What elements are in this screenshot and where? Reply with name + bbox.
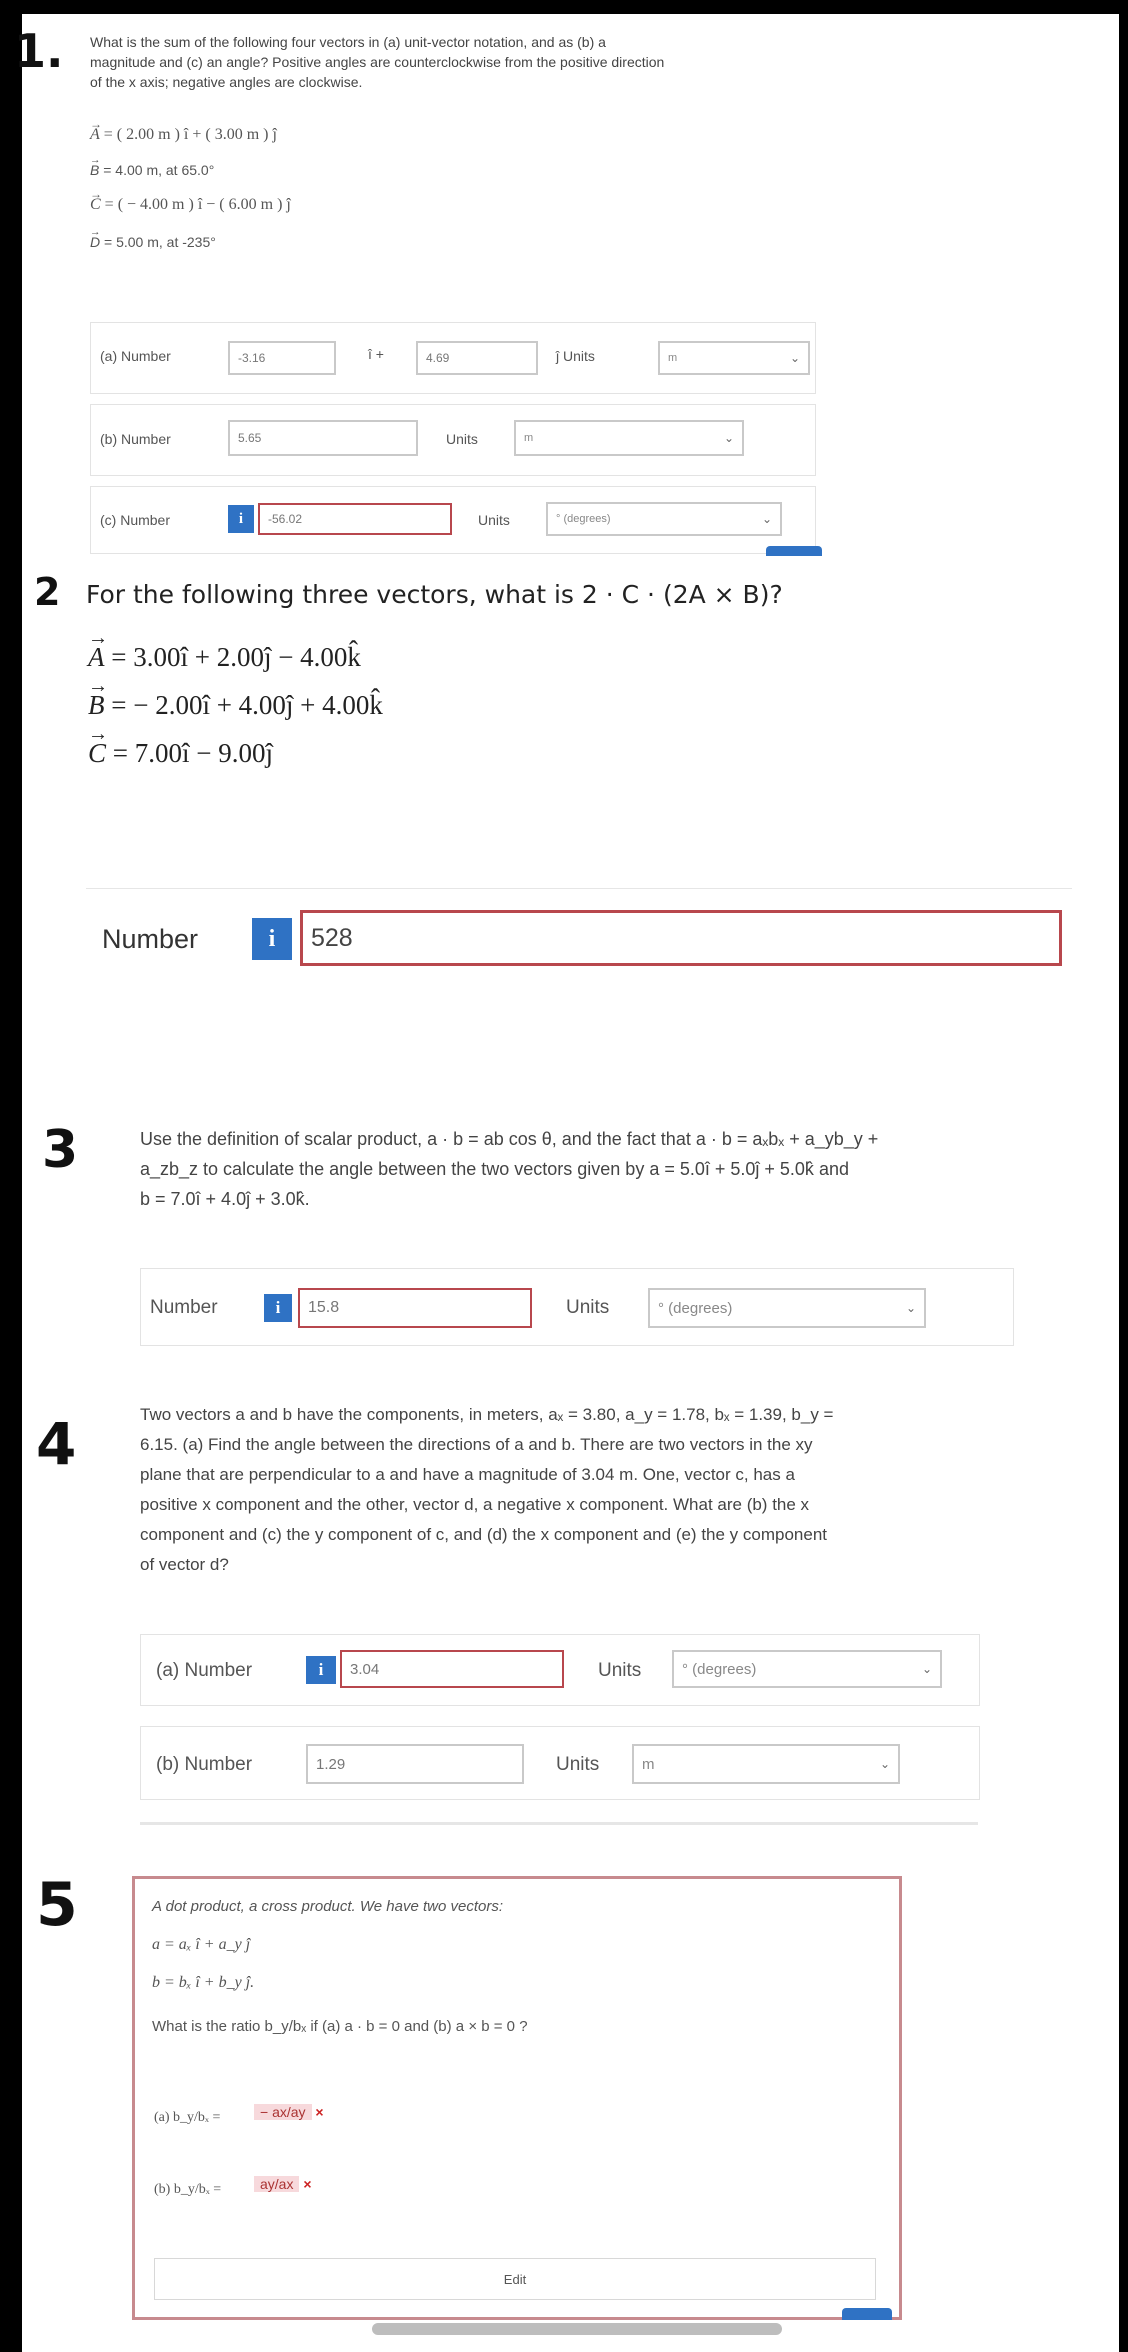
question-1-prompt-line: of the x axis; negative angles are clockwise.: [90, 74, 363, 90]
q5-intro: A dot product, a cross product. We have two vectors:: [152, 1898, 503, 1915]
q5-part-b-value[interactable]: ay/ax: [254, 2176, 299, 2192]
q1-part-c-label: (c) Number: [100, 512, 171, 528]
question-4-number: 4: [36, 1410, 77, 1478]
chevron-down-icon: ⌄: [921, 1662, 932, 1676]
question-3-prompt-line: Use the definition of scalar product, a · b = ab cos θ, and the fact that a · b = aₓbₓ + a_yb_y +: [140, 1129, 879, 1149]
q5-part-a-answer: [254, 2104, 324, 2120]
chevron-down-icon: ⌄: [905, 1301, 916, 1315]
q1-a-units-value: m: [668, 352, 678, 364]
q1-a-units-select[interactable]: [658, 341, 810, 375]
question-4-prompt-line: Two vectors a and b have the components, in meters, aₓ = 3.80, a_y = 1.78, bₓ = 1.39, b_y =: [140, 1405, 834, 1424]
q4-b-units-value: m: [642, 1755, 655, 1773]
question-4-prompt-line: 6.15. (a) Find the angle between the directions of a and b. There are two vectors in the xy: [140, 1435, 813, 1454]
q5-part-b-answer: [254, 2176, 312, 2192]
question-5-number: 5: [36, 1870, 78, 1940]
q2-vector-b-value: = − 2.00î + 4.00ĵ + 4.00k̂: [111, 690, 383, 720]
vector-b-value: = 4.00 m, at 65.0°: [103, 162, 215, 178]
question-4-prompt-line: positive x component and the other, vector d, a negative x component. What are (b) the x: [140, 1495, 810, 1514]
chevron-down-icon: ⌄: [723, 431, 734, 445]
q1-part-a-label: (a) Number: [100, 348, 171, 364]
info-icon[interactable]: i: [306, 1656, 336, 1684]
vector-a-definition: → A = ( 2.00 m ) î + ( 3.00 m ) ĵ: [90, 126, 277, 144]
i-hat-suffix: î +: [368, 346, 384, 362]
question-1-number: 1.: [14, 24, 64, 78]
q4-b-input[interactable]: 1.29: [306, 1744, 524, 1784]
q3-units-label: Units: [566, 1297, 610, 1318]
q2-vector-b: → B = − 2.00î + 4.00ĵ + 4.00k̂: [88, 690, 383, 721]
q5-part-b-label: (b) b_y/bₓ =: [154, 2182, 222, 2197]
q2-vector-a: → A = 3.00î + 2.00ĵ − 4.00k̂: [88, 642, 361, 673]
q2-vector-a-value: = 3.00î + 2.00ĵ − 4.00k̂: [111, 642, 361, 672]
question-4-prompt: [140, 1400, 1040, 1580]
q5-vector-b: b = bₓ î + b_y ĵ.: [152, 1974, 255, 1991]
q3-units-select[interactable]: [648, 1288, 926, 1328]
j-hat-units-label: ĵ Units: [556, 348, 595, 364]
q5-part-a-value[interactable]: − ax/ay: [254, 2104, 312, 2120]
q1-b-input[interactable]: 5.65: [228, 420, 418, 456]
vector-b-definition: → B = 4.00 m, at 65.0°: [90, 162, 214, 178]
question-3-number: 3: [42, 1120, 79, 1180]
q4-a-input[interactable]: 3.04: [340, 1650, 564, 1688]
q5-part-a-label: (a) b_y/bₓ =: [154, 2110, 221, 2125]
q4-b-units-select[interactable]: [632, 1744, 900, 1784]
question-3-prompt: [140, 1124, 1040, 1214]
vector-d-definition: → D = 5.00 m, at -235°: [90, 234, 216, 250]
q3-number-label: Number: [150, 1297, 218, 1318]
question-4-prompt-line: plane that are perpendicular to a and have a magnitude of 3.04 m. One, vector c, has a: [140, 1465, 795, 1484]
q2-vector-c-value: = 7.00î − 9.00ĵ: [112, 738, 273, 768]
incorrect-x-icon: ×: [315, 2104, 324, 2120]
q1-a-i-input[interactable]: -3.16: [228, 341, 336, 375]
q4-a-units-label: Units: [598, 1660, 642, 1681]
q2-vector-c: → C = 7.00î − 9.00ĵ: [88, 738, 273, 769]
q3-units-value: ° (degrees): [658, 1299, 733, 1317]
question-2-prompt: For the following three vectors, what is 2 · C · (2A × B)?: [86, 580, 783, 609]
q1-c-input[interactable]: -56.02: [258, 503, 452, 535]
submit-tab[interactable]: [842, 2308, 892, 2320]
q3-answer-input[interactable]: 15.8: [298, 1288, 532, 1328]
divider: [140, 1822, 978, 1825]
q5-vector-a: a = aₓ î + a_y ĵ: [152, 1936, 251, 1953]
question-4-prompt-line: of vector d?: [140, 1555, 229, 1574]
q1-c-units-value: ° (degrees): [556, 513, 611, 525]
horizontal-scrollbar[interactable]: [372, 2323, 782, 2335]
q1-c-units-label: Units: [478, 512, 510, 528]
edit-button[interactable]: [154, 2258, 876, 2300]
q1-part-b-label: (b) Number: [100, 431, 171, 447]
incorrect-x-icon: ×: [303, 2176, 312, 2192]
vector-d-value: = 5.00 m, at -235°: [104, 234, 216, 250]
chevron-down-icon: ⌄: [789, 351, 800, 365]
q1-a-j-input[interactable]: 4.69: [416, 341, 538, 375]
question-4-prompt-line: component and (c) the y component of c, and (d) the x component and (e) the y component: [140, 1525, 828, 1544]
chevron-down-icon: ⌄: [761, 512, 772, 526]
q4-b-units-label: Units: [556, 1754, 600, 1775]
question-1-prompt-line: What is the sum of the following four vectors in (a) unit-vector notation, and as (b) a: [90, 34, 606, 50]
q2-answer-input[interactable]: 528: [300, 910, 1062, 966]
info-icon[interactable]: i: [264, 1294, 292, 1322]
vector-c-value: = ( − 4.00 m ) î − ( 6.00 m ) ĵ: [104, 196, 291, 213]
chevron-down-icon: ⌄: [879, 1757, 890, 1771]
vector-c-definition: → C = ( − 4.00 m ) î − ( 6.00 m ) ĵ: [90, 196, 291, 214]
q4-part-a-label: (a) Number: [156, 1660, 253, 1681]
q4-part-b-label: (b) Number: [156, 1754, 253, 1775]
q2-number-label: Number: [102, 924, 199, 954]
q4-a-units-value: ° (degrees): [682, 1660, 757, 1678]
info-icon[interactable]: i: [228, 505, 254, 533]
q1-c-units-select[interactable]: [546, 502, 782, 536]
question-3-prompt-line: a_zb_z to calculate the angle between the two vectors given by a = 5.0î + 5.0ĵ + 5.0k̂ and: [140, 1159, 849, 1179]
question-1-prompt-line: magnitude and (c) an angle? Positive angles are counterclockwise from the positive direction: [90, 54, 665, 70]
q1-b-units-select[interactable]: [514, 420, 744, 456]
divider: [86, 888, 1072, 889]
edit-button-label: Edit: [503, 2271, 527, 2287]
question-1-prompt: [90, 32, 850, 92]
q1-b-units-value: m: [524, 432, 534, 444]
q1-b-units-label: Units: [446, 431, 478, 447]
q4-a-units-select[interactable]: [672, 1650, 942, 1688]
q5-question: What is the ratio b_y/bₓ if (a) a · b = 0 and (b) a × b = 0 ?: [152, 2018, 528, 2035]
submit-tab[interactable]: [766, 546, 822, 556]
info-icon[interactable]: i: [252, 918, 292, 960]
vector-a-value: = ( 2.00 m ) î + ( 3.00 m ) ĵ: [103, 126, 277, 143]
question-2-number: 2: [34, 570, 61, 614]
question-3-prompt-line: b = 7.0î + 4.0ĵ + 3.0k̂.: [140, 1189, 310, 1209]
